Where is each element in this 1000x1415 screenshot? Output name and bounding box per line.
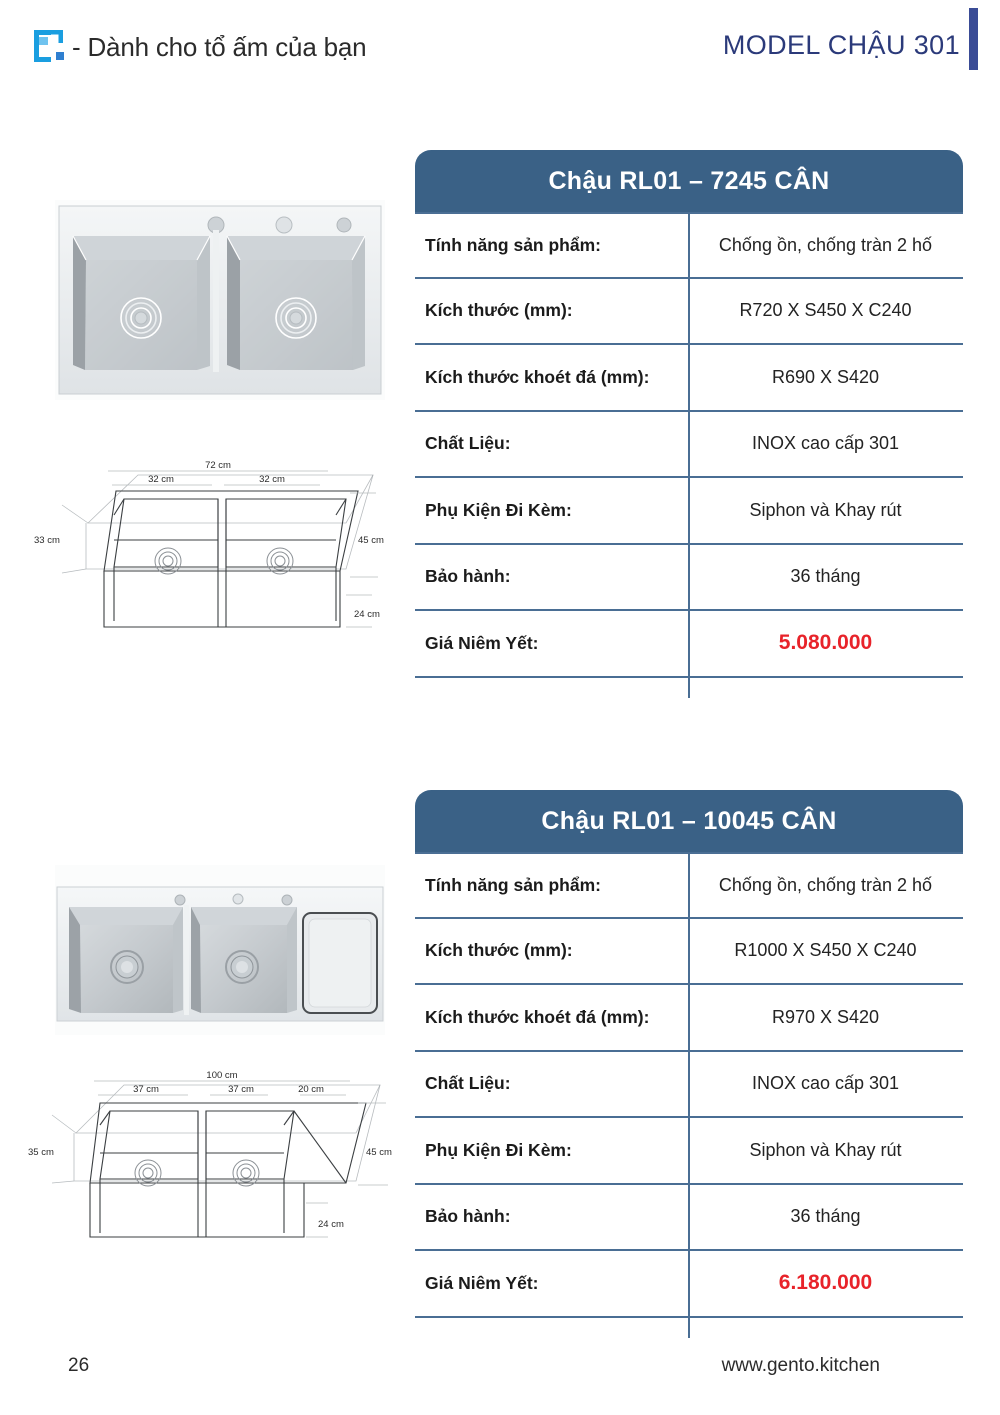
spec-label: Bảo hành:: [425, 1206, 511, 1227]
faucet-logo-icon: [28, 24, 72, 68]
dim-depth-front-2: 35 cm: [28, 1147, 54, 1158]
page-number: 26: [68, 1355, 90, 1376]
spec-value: Siphon và Khay rút: [749, 499, 902, 520]
spec-table-title-1: Chậu RL01 – 7245 CÂN: [415, 150, 963, 212]
product-dimension-diagram-1: [28, 445, 408, 645]
spec-value: R720 X S450 X C240: [739, 300, 912, 321]
spec-rows-2: [415, 852, 963, 1318]
spec-table-2: [415, 790, 963, 1318]
dim-depth-front-1: 33 cm: [34, 535, 60, 546]
page-header: [0, 0, 1000, 92]
product-dimension-diagram-2: [28, 1055, 408, 1255]
spec-label: Tính năng sản phẩm:: [425, 874, 601, 895]
spec-table-title-2: Chậu RL01 – 10045 CÂN: [415, 790, 963, 852]
spec-label: Tính năng sản phẩm:: [425, 234, 601, 255]
dim-drain-width-2: 20 cm: [298, 1084, 324, 1095]
product-price: 6.180.000: [778, 1271, 873, 1295]
spec-table-1: [415, 150, 963, 678]
dim-bowl-left-1: 32 cm: [148, 474, 174, 485]
dim-bowl-right-1: 32 cm: [259, 474, 285, 485]
product-photo-1: [55, 200, 385, 400]
spec-value: R690 X S420: [771, 366, 880, 387]
spec-label: Kích thước khoét đá (mm):: [425, 1006, 650, 1027]
spec-value: INOX cao cấp 301: [751, 1073, 900, 1094]
spec-value: Siphon và Khay rút: [749, 1139, 902, 1160]
product-price: 5.080.000: [778, 631, 873, 655]
spec-value: 36 tháng: [790, 1206, 861, 1227]
dim-depth-side-1: 45 cm: [358, 535, 384, 546]
spec-value: R970 X S420: [771, 1006, 880, 1027]
spec-label: Kích thước (mm):: [425, 300, 573, 321]
spec-label: Phụ Kiện Đi Kèm:: [425, 499, 572, 520]
header-accent-bar: [969, 8, 978, 70]
spec-label: Phụ Kiện Đi Kèm:: [425, 1139, 572, 1160]
spec-rows-1: [415, 212, 963, 678]
website-url: www.gento.kitchen: [721, 1355, 880, 1376]
spec-label: Kích thước (mm):: [425, 940, 573, 961]
dim-height-1: 24 cm: [354, 609, 380, 620]
dim-bowl-right-2: 37 cm: [228, 1084, 254, 1095]
spec-value: INOX cao cấp 301: [751, 433, 900, 454]
spec-value: Chống ồn, chống tràn 2 hố: [718, 874, 933, 895]
dim-height-2: 24 cm: [318, 1219, 344, 1230]
dim-total-width-2: 100 cm: [206, 1070, 238, 1081]
spec-label-price: Giá Niêm Yết:: [425, 632, 539, 653]
spec-value: Chống ồn, chống tràn 2 hố: [718, 234, 933, 255]
page-footer: [0, 1355, 1000, 1385]
spec-label: Chất Liệu:: [425, 1073, 511, 1094]
dim-depth-side-2: 45 cm: [366, 1147, 392, 1158]
table-column-divider: [688, 852, 690, 1338]
dim-bowl-left-2: 37 cm: [133, 1084, 159, 1095]
spec-value: 36 tháng: [790, 566, 861, 587]
drainboard-area: [303, 913, 377, 1013]
product-photo-2: [55, 865, 385, 1035]
spec-value: R1000 X S450 X C240: [734, 940, 917, 961]
table-column-divider: [688, 212, 690, 698]
spec-label-price: Giá Niêm Yết:: [425, 1272, 539, 1293]
brand-tagline: - Dành cho tổ ấm của bạn: [72, 32, 367, 62]
dim-total-width-1: 72 cm: [205, 460, 231, 471]
spec-label: Chất Liệu:: [425, 433, 511, 454]
model-title: MODEL CHẬU 301: [722, 30, 960, 60]
spec-label: Kích thước khoét đá (mm):: [425, 366, 650, 387]
spec-label: Bảo hành:: [425, 566, 511, 587]
